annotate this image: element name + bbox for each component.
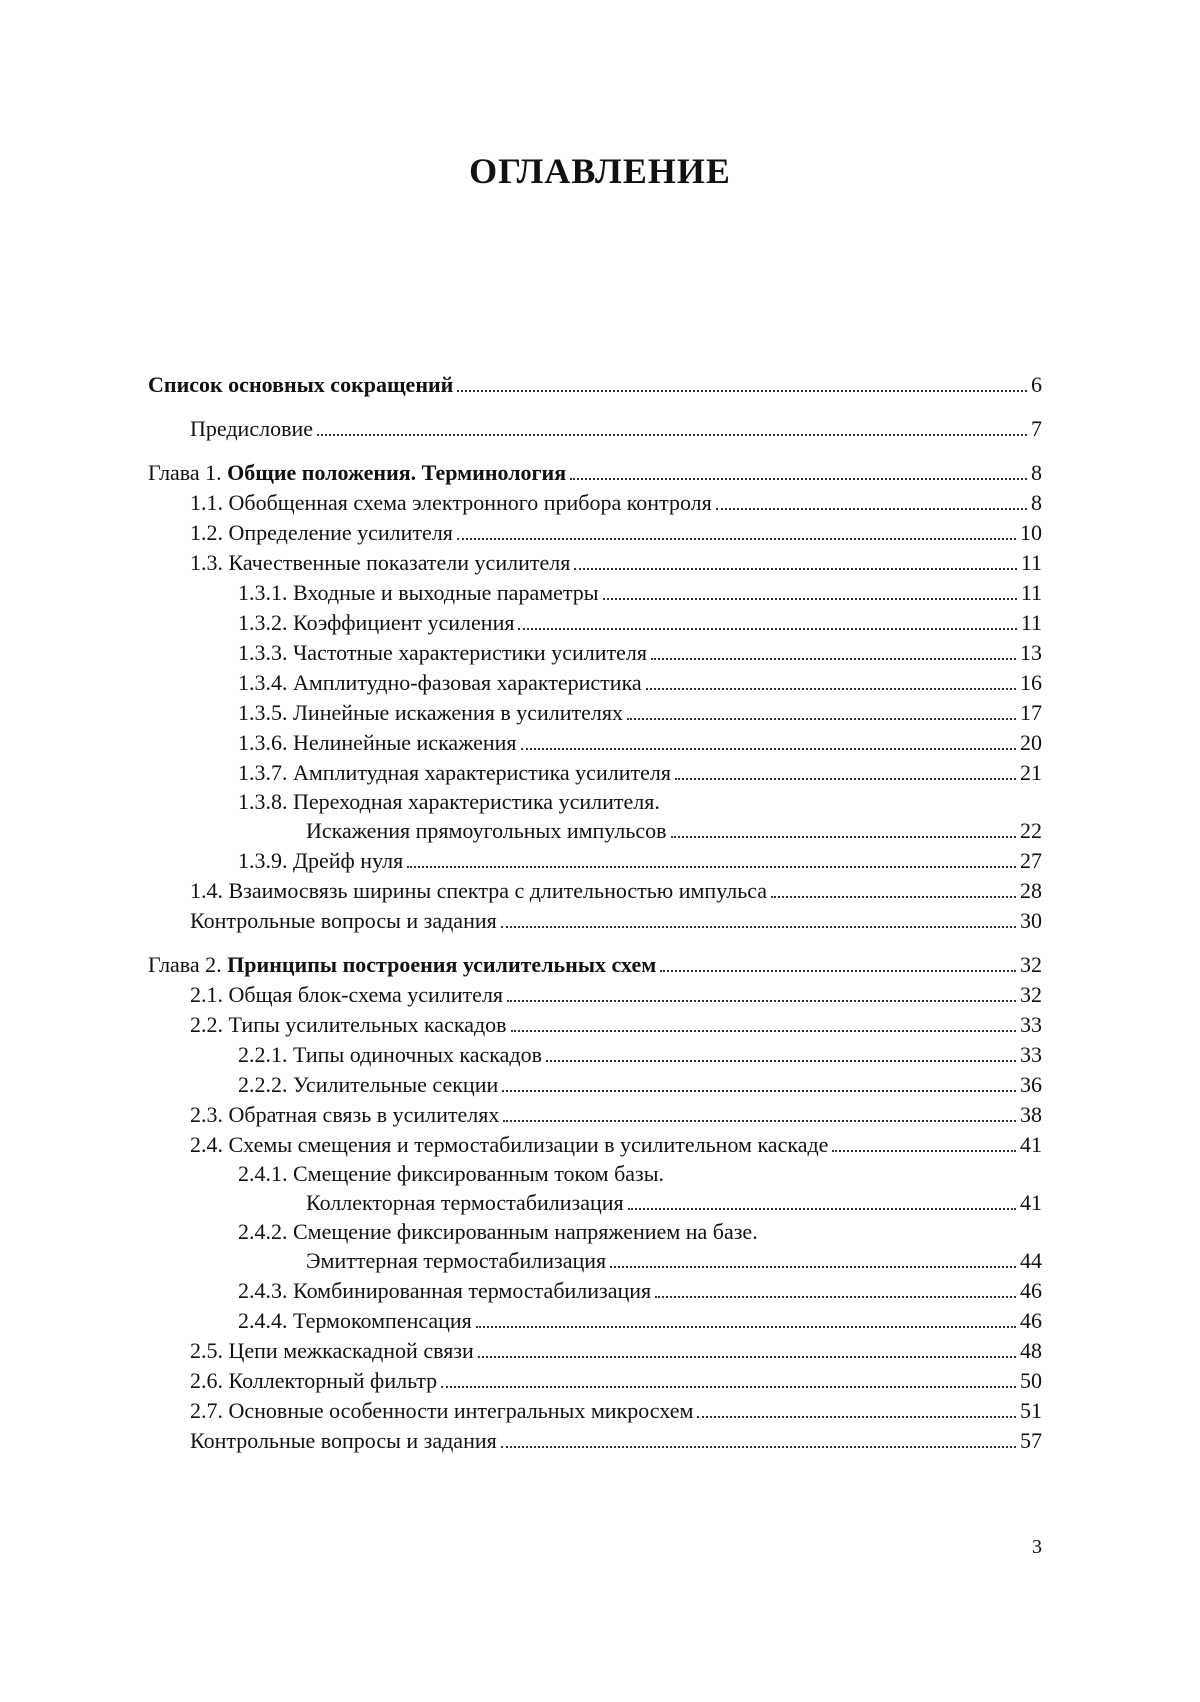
toc-entry-label: 1.1. Обобщенная схема электронного прибора контроля [190, 490, 712, 515]
toc-entry-page: 16 [1020, 668, 1042, 698]
toc-entry-page: 57 [1020, 1426, 1042, 1456]
toc-entry-label: Глава 2. [148, 952, 227, 977]
toc-entry-title [190, 488, 712, 518]
dot-leader [716, 508, 1027, 510]
toc-entry-label: Контрольные вопросы и задания [190, 1428, 497, 1453]
toc-entry[interactable] [148, 1130, 1042, 1160]
toc-entry-title [190, 1100, 499, 1130]
toc-entry[interactable] [148, 1010, 1042, 1040]
toc-entry[interactable] [148, 488, 1042, 518]
toc-entry-bold-title: Принципы построения усилительных схем [227, 952, 656, 977]
toc-entry-label: 2.1. Общая блок-схема усилителя [190, 982, 503, 1007]
dot-leader [518, 628, 1016, 630]
toc-entry-title [238, 846, 403, 876]
toc-entry-page: 6 [1031, 370, 1042, 400]
toc-entry[interactable] [148, 1070, 1042, 1100]
toc-entry[interactable] [148, 638, 1042, 668]
toc-entry[interactable] [148, 816, 1042, 846]
toc-entry-title [190, 1010, 507, 1040]
dot-leader [317, 434, 1027, 436]
dot-leader [675, 778, 1016, 780]
toc-entry[interactable] [148, 1160, 1042, 1188]
dot-leader [646, 688, 1016, 690]
dot-leader [407, 866, 1016, 868]
dot-leader [457, 538, 1016, 540]
toc-entry[interactable] [148, 1366, 1042, 1396]
toc-entry-title [190, 1366, 437, 1396]
toc-entry-bold-title: Список основных сокращений [148, 372, 453, 397]
toc-entry-page: 28 [1020, 876, 1042, 906]
toc-entry-title [190, 414, 313, 444]
dot-leader [603, 598, 1017, 600]
toc-entry-label: 1.3.6. Нелинейные искажения [238, 730, 517, 755]
toc-entry-title [238, 1306, 472, 1336]
toc-entry-label: Искажения прямоугольных импульсов [306, 818, 667, 843]
toc-entry-title [238, 728, 517, 758]
toc-entry-title [190, 906, 497, 936]
toc-entry-page: 10 [1020, 518, 1042, 548]
toc-entry-label: 1.3.8. Переходная характеристика усилителя. [238, 789, 660, 814]
toc-entry-page: 32 [1020, 950, 1042, 980]
dot-leader [627, 718, 1016, 720]
toc-entry[interactable] [148, 458, 1042, 488]
toc-entry-page: 21 [1020, 758, 1042, 788]
toc-entry[interactable] [148, 728, 1042, 758]
toc-entry-label: Эмиттерная термостабилизация [306, 1248, 606, 1273]
dot-leader [457, 390, 1027, 392]
toc-entry-page: 30 [1020, 906, 1042, 936]
toc-entry-page: 11 [1021, 578, 1042, 608]
toc-entry[interactable] [148, 1276, 1042, 1306]
toc-entry-page: 32 [1020, 980, 1042, 1010]
toc-entry-label: 1.3.1. Входные и выходные параметры [238, 580, 599, 605]
toc-entry-title [148, 458, 566, 488]
toc-entry-page: 51 [1020, 1396, 1042, 1426]
dot-leader [697, 1416, 1016, 1418]
dot-leader [441, 1386, 1016, 1388]
toc-entry[interactable] [148, 1306, 1042, 1336]
toc-entry[interactable] [148, 518, 1042, 548]
dot-leader [501, 926, 1016, 928]
toc-entry-label: 1.2. Определение усилителя [190, 520, 453, 545]
toc-entry-title [190, 1396, 693, 1426]
dot-leader [478, 1356, 1016, 1358]
toc-entry-label: 2.4.2. Смещение фиксированным напряжением на базе. [238, 1219, 758, 1244]
toc-entry-title [306, 1246, 606, 1276]
toc-entry-label: 1.3.5. Линейные искажения в усилителях [238, 700, 623, 725]
toc-entry[interactable] [148, 1040, 1042, 1070]
dot-leader [546, 1060, 1016, 1062]
toc-entry[interactable] [148, 668, 1042, 698]
toc-entry-page: 46 [1020, 1306, 1042, 1336]
toc-entry-label: 1.3.9. Дрейф нуля [238, 848, 403, 873]
toc-entry-label: 2.4.3. Комбинированная термостабилизация [238, 1278, 651, 1303]
dot-leader [507, 1000, 1016, 1002]
toc-entry-label: 2.4. Схемы смещения и термостабилизации в усилительном каскаде [190, 1132, 828, 1157]
toc-entry-title [238, 578, 599, 608]
toc-entry[interactable] [148, 414, 1042, 444]
toc-entry-label: 1.3.3. Частотные характеристики усилителя [238, 640, 647, 665]
toc-entry-page: 33 [1020, 1040, 1042, 1070]
toc-entry-page: 8 [1031, 488, 1042, 518]
dot-leader [574, 568, 1016, 570]
toc-entry-title [238, 1218, 758, 1246]
toc-entry-page: 48 [1020, 1336, 1042, 1366]
toc-entry-title [238, 608, 514, 638]
toc-entry-title [238, 698, 623, 728]
toc-entry-title [190, 518, 453, 548]
toc-entry-title [238, 1040, 542, 1070]
toc-entry[interactable] [148, 876, 1042, 906]
toc-entry-title [190, 876, 767, 906]
toc-entry-label: 2.6. Коллекторный фильтр [190, 1368, 437, 1393]
toc-entry-page: 46 [1020, 1276, 1042, 1306]
toc-entry-page: 44 [1020, 1246, 1042, 1276]
toc-entry-title [238, 668, 642, 698]
toc-entry-label: 2.7. Основные особенности интегральных микросхем [190, 1398, 693, 1423]
toc-entry[interactable] [148, 1188, 1042, 1218]
toc-entry[interactable] [148, 1100, 1042, 1130]
toc-entry-page: 38 [1020, 1100, 1042, 1130]
dot-leader [610, 1266, 1016, 1268]
toc-entry-label: 2.5. Цепи межкаскадной связи [190, 1338, 474, 1363]
toc-entry-label: Контрольные вопросы и задания [190, 908, 497, 933]
toc-entry-page: 33 [1020, 1010, 1042, 1040]
toc-entry[interactable] [148, 608, 1042, 638]
toc-entry-page: 41 [1020, 1188, 1042, 1218]
toc-entry-title [306, 1188, 624, 1218]
toc-entry-title [238, 1160, 664, 1188]
toc-entry-label: 2.2.2. Усилительные секции [238, 1072, 498, 1097]
toc-entry-label: 2.2.1. Типы одиночных каскадов [238, 1042, 542, 1067]
toc-entry[interactable] [148, 906, 1042, 936]
toc-entry-page: 13 [1020, 638, 1042, 668]
toc-entry-page: 7 [1031, 414, 1042, 444]
toc-entry[interactable] [148, 548, 1042, 578]
toc-entry-label: Глава 1. [148, 460, 227, 485]
toc-entry[interactable] [148, 370, 1042, 400]
toc-entry[interactable] [148, 788, 1042, 816]
dot-leader [521, 748, 1016, 750]
toc-entry-label: 1.4. Взаимосвязь ширины спектра с длительностью импульса [190, 878, 767, 903]
dot-leader [655, 1296, 1016, 1298]
toc-entry-label: 2.4.1. Смещение фиксированным током базы. [238, 1161, 664, 1186]
toc-entry-title [190, 1426, 497, 1456]
toc-entry-label: Коллекторная термостабилизация [306, 1190, 624, 1215]
dot-leader [771, 896, 1016, 898]
toc-entry-title [238, 638, 647, 668]
dot-leader [570, 478, 1027, 480]
toc-entry-title [190, 980, 503, 1010]
toc-entry-title [238, 788, 660, 816]
toc-entry-title [148, 950, 656, 980]
toc-entry-title [190, 1130, 828, 1160]
toc-entry[interactable] [148, 1336, 1042, 1366]
toc-entry-bold-title: Общие положения. Терминология [227, 460, 566, 485]
toc-entry-label: 2.2. Типы усилительных каскадов [190, 1012, 507, 1037]
toc-entry[interactable] [148, 1396, 1042, 1426]
toc-entry-page: 17 [1020, 698, 1042, 728]
toc-entry[interactable] [148, 578, 1042, 608]
dot-leader [501, 1446, 1016, 1448]
dot-leader [628, 1208, 1016, 1210]
page-title: ОГЛАВЛЕНИЕ [0, 150, 1200, 192]
toc-entry-page: 27 [1020, 846, 1042, 876]
toc-entry-title [148, 370, 453, 400]
toc-entry[interactable] [148, 698, 1042, 728]
toc-entry-label: 1.3.2. Коэффициент усиления [238, 610, 514, 635]
toc-entry-title [306, 816, 667, 846]
toc-entry-label: 2.4.4. Термокомпенсация [238, 1308, 472, 1333]
toc-entry-label: 1.3. Качественные показатели усилителя [190, 550, 570, 575]
dot-leader [671, 836, 1016, 838]
toc-entry-title [238, 1276, 651, 1306]
dot-leader [651, 658, 1016, 660]
toc-entry[interactable] [148, 846, 1042, 876]
toc-entry-page: 50 [1020, 1366, 1042, 1396]
toc-entry[interactable] [148, 980, 1042, 1010]
toc-entry-title [190, 1336, 474, 1366]
table-of-contents [148, 370, 1042, 1456]
toc-entry-page: 20 [1020, 728, 1042, 758]
dot-leader [832, 1150, 1016, 1152]
toc-entry-label: Предисловие [190, 416, 313, 441]
toc-entry-page: 11 [1021, 608, 1042, 638]
toc-entry-label: 2.3. Обратная связь в усилителях [190, 1102, 499, 1127]
dot-leader [511, 1030, 1016, 1032]
toc-entry-label: 1.3.4. Амплитудно-фазовая характеристика [238, 670, 642, 695]
toc-entry-page: 41 [1020, 1130, 1042, 1160]
dot-leader [503, 1120, 1016, 1122]
dot-leader [502, 1090, 1016, 1092]
page-number: 3 [1030, 1536, 1042, 1559]
toc-entry[interactable] [148, 1246, 1042, 1276]
toc-entry-page: 8 [1031, 458, 1042, 488]
toc-entry[interactable] [148, 950, 1042, 980]
toc-entry-page: 11 [1021, 548, 1042, 578]
toc-entry-page: 22 [1020, 816, 1042, 846]
toc-entry[interactable] [148, 1426, 1042, 1456]
toc-entry-label: 1.3.7. Амплитудная характеристика усилителя [238, 760, 671, 785]
dot-leader [476, 1326, 1016, 1328]
toc-entry-title [238, 1070, 498, 1100]
toc-entry-title [238, 758, 671, 788]
toc-entry-title [190, 548, 570, 578]
toc-entry-page: 36 [1020, 1070, 1042, 1100]
toc-entry[interactable] [148, 1218, 1042, 1246]
dot-leader [660, 970, 1016, 972]
toc-entry[interactable] [148, 758, 1042, 788]
